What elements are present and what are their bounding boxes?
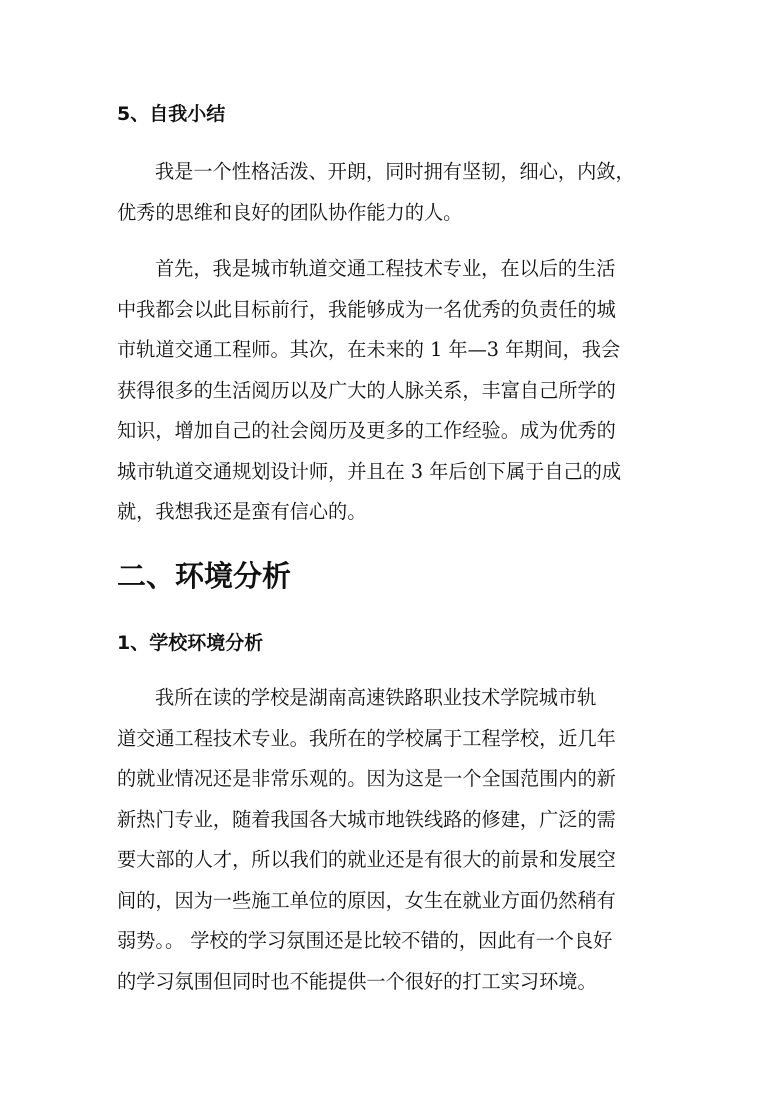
paragraph-line: 获得很多的生活阅历以及广大的人脉关系，丰富自己所学的 xyxy=(117,378,616,402)
paragraph-line: 市轨道交通工程师。其次，在未来的 1 年—3 年期间，我会 xyxy=(117,338,621,361)
paragraph-line: 道交通工程技术专业。我所在的学校属于工程学校，近几年 xyxy=(117,726,616,750)
paragraph-self-description xyxy=(117,152,662,233)
paragraph-line: 间的，因为一些施工单位的原因，女生在就业方面仍然稍有 xyxy=(117,888,616,912)
paragraph-career-plan xyxy=(117,249,662,533)
section-heading-school-environment: 1、学校环境分析 xyxy=(117,632,264,654)
paragraph-line: 我所在读的学校是湖南高速铁路职业技术学院城市轨 xyxy=(155,686,597,709)
paragraph-line: 首先，我是城市轨道交通工程技术专业，在以后的生活 xyxy=(155,257,616,280)
paragraph-line: 就，我想我还是蛮有信心的。 xyxy=(117,500,367,523)
paragraph-line: 优秀的思维和良好的团队协作能力的人。 xyxy=(117,200,463,224)
paragraph-line: 我是一个性格活泼、开朗，同时拥有坚韧，细心，内敛， xyxy=(155,160,635,183)
paragraph-line: 城市轨道交通规划设计师，并且在 3 年后创下属于自己的成 xyxy=(117,459,622,483)
paragraph-line: 新热门专业，随着我国各大城市地铁线路的修建，广泛的需 xyxy=(117,807,616,831)
paragraph-line: 要大部的人才，所以我们的就业还是有很大的前景和发展空 xyxy=(117,848,616,871)
paragraph-line: 弱势。。 学校的学习氛围还是比较不错的，因此有一个良好 xyxy=(117,929,613,952)
paragraph-line: 知识，增加自己的社会阅历及更多的工作经验。成为优秀的 xyxy=(117,419,616,442)
chapter-heading-environment-analysis: 二、环境分析 xyxy=(117,559,292,593)
paragraph-line: 的就业情况还是非常乐观的。因为这是一个全国范围内的新 xyxy=(117,767,616,790)
paragraph-line: 的学习氛围但同时也不能提供一个很好的打工实习环境。 xyxy=(117,969,597,993)
section-heading-self-summary: 5、自我小结 xyxy=(117,103,226,125)
paragraph-school-environment xyxy=(117,678,662,1002)
paragraph-line: 中我都会以此目标前行，我能够成为一名优秀的负责任的城 xyxy=(117,297,616,321)
